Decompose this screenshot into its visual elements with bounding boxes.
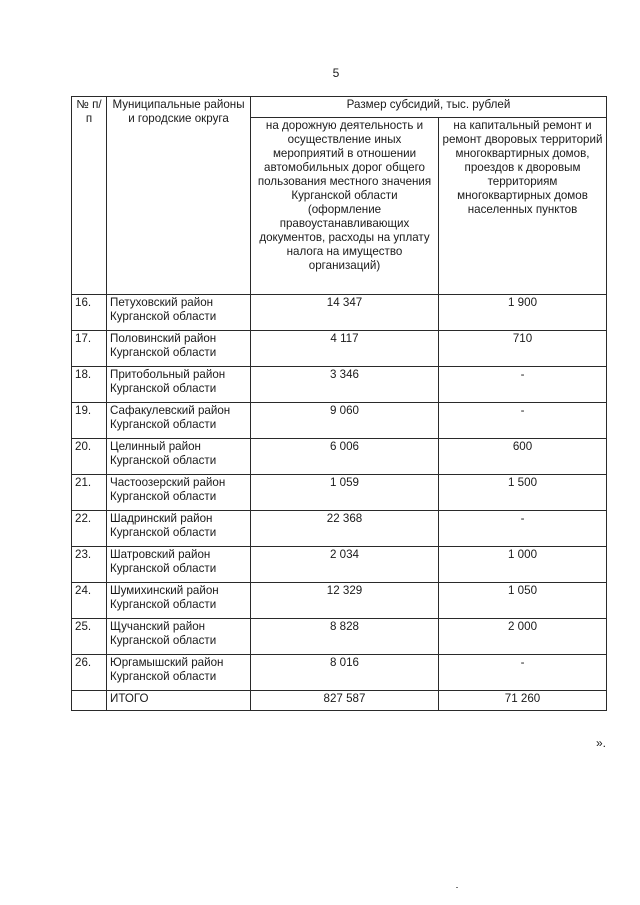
row-road-subsidy: 12 329 bbox=[251, 583, 439, 619]
row-municipality: Притобольный район Курганской области bbox=[107, 367, 251, 403]
row-municipality: Щучанский район Курганской области bbox=[107, 619, 251, 655]
row-yard-subsidy: 710 bbox=[439, 331, 607, 367]
row-municipality: Шумихинский район Курганской области bbox=[107, 583, 251, 619]
row-municipality: Сафакулевский район Курганской области bbox=[107, 403, 251, 439]
header-municipality: Муниципальные районы и городские округа bbox=[107, 97, 251, 295]
row-yard-subsidy: 1 000 bbox=[439, 547, 607, 583]
row-road-subsidy: 2 034 bbox=[251, 547, 439, 583]
table-row bbox=[72, 547, 607, 583]
row-yard-subsidy: 600 bbox=[439, 439, 607, 475]
row-municipality: Шадринский район Курганской области bbox=[107, 511, 251, 547]
row-number: 18. bbox=[72, 367, 107, 403]
row-yard-subsidy: 1 500 bbox=[439, 475, 607, 511]
row-municipality: Половинский район Курганской области bbox=[107, 331, 251, 367]
subsidy-table bbox=[71, 96, 607, 711]
row-road-subsidy: 4 117 bbox=[251, 331, 439, 367]
row-number: 21. bbox=[72, 475, 107, 511]
header-row bbox=[72, 97, 607, 118]
table-row bbox=[72, 619, 607, 655]
scan-speck bbox=[456, 887, 458, 888]
row-road-subsidy: 9 060 bbox=[251, 403, 439, 439]
row-yard-subsidy: - bbox=[439, 511, 607, 547]
row-road-subsidy: 6 006 bbox=[251, 439, 439, 475]
table-row bbox=[72, 655, 607, 691]
row-number: 23. bbox=[72, 547, 107, 583]
row-municipality: Шатровский район Курганской области bbox=[107, 547, 251, 583]
row-road-subsidy: 3 346 bbox=[251, 367, 439, 403]
table-row bbox=[72, 511, 607, 547]
row-municipality: Петуховский район Курганской области bbox=[107, 295, 251, 331]
row-road-subsidy: 8 828 bbox=[251, 619, 439, 655]
total-yard-subsidy: 71 260 bbox=[439, 691, 607, 711]
header-number: № п/п bbox=[72, 97, 107, 295]
row-yard-subsidy: 1 050 bbox=[439, 583, 607, 619]
header-yard-repair: на капитальный ремонт и ремонт дворовых территорий многоквартирных домов, проездов к дворовым территориям многоквартирных домов населенных пунктов bbox=[439, 118, 607, 295]
row-road-subsidy: 8 016 bbox=[251, 655, 439, 691]
header-road-activity: на дорожную деятельность и осуществление иных мероприятий в отношении автомобильных дорог общего пользования местного значения Курганской области (оформление правоустанавливающих документов, расходы на уплату налога на имущество организаций) bbox=[251, 118, 439, 295]
total-road-subsidy: 827 587 bbox=[251, 691, 439, 711]
total-row bbox=[72, 691, 607, 711]
row-road-subsidy: 22 368 bbox=[251, 511, 439, 547]
row-road-subsidy: 1 059 bbox=[251, 475, 439, 511]
header-subsidy-size: Размер субсидий, тыс. рублей bbox=[251, 97, 607, 118]
row-municipality: Юргамышский район Курганской области bbox=[107, 655, 251, 691]
row-number: 24. bbox=[72, 583, 107, 619]
page-number: 5 bbox=[332, 66, 340, 80]
table-row bbox=[72, 295, 607, 331]
row-number: 26. bbox=[72, 655, 107, 691]
row-municipality: Целинный район Курганской области bbox=[107, 439, 251, 475]
row-number: 25. bbox=[72, 619, 107, 655]
table-row bbox=[72, 439, 607, 475]
table-row bbox=[72, 331, 607, 367]
table-row bbox=[72, 403, 607, 439]
row-number: 20. bbox=[72, 439, 107, 475]
table-row bbox=[72, 475, 607, 511]
row-municipality: Частоозерский район Курганской области bbox=[107, 475, 251, 511]
row-number: 17. bbox=[72, 331, 107, 367]
row-number: 22. bbox=[72, 511, 107, 547]
row-number: 19. bbox=[72, 403, 107, 439]
row-yard-subsidy: 2 000 bbox=[439, 619, 607, 655]
row-yard-subsidy: - bbox=[439, 403, 607, 439]
closing-quote-mark: ». bbox=[596, 736, 607, 750]
table-row bbox=[72, 583, 607, 619]
table-row bbox=[72, 367, 607, 403]
total-label: ИТОГО bbox=[107, 691, 251, 711]
row-road-subsidy: 14 347 bbox=[251, 295, 439, 331]
row-yard-subsidy: - bbox=[439, 655, 607, 691]
row-yard-subsidy: 1 900 bbox=[439, 295, 607, 331]
row-number: 16. bbox=[72, 295, 107, 331]
total-number-empty bbox=[72, 691, 107, 711]
row-yard-subsidy: - bbox=[439, 367, 607, 403]
